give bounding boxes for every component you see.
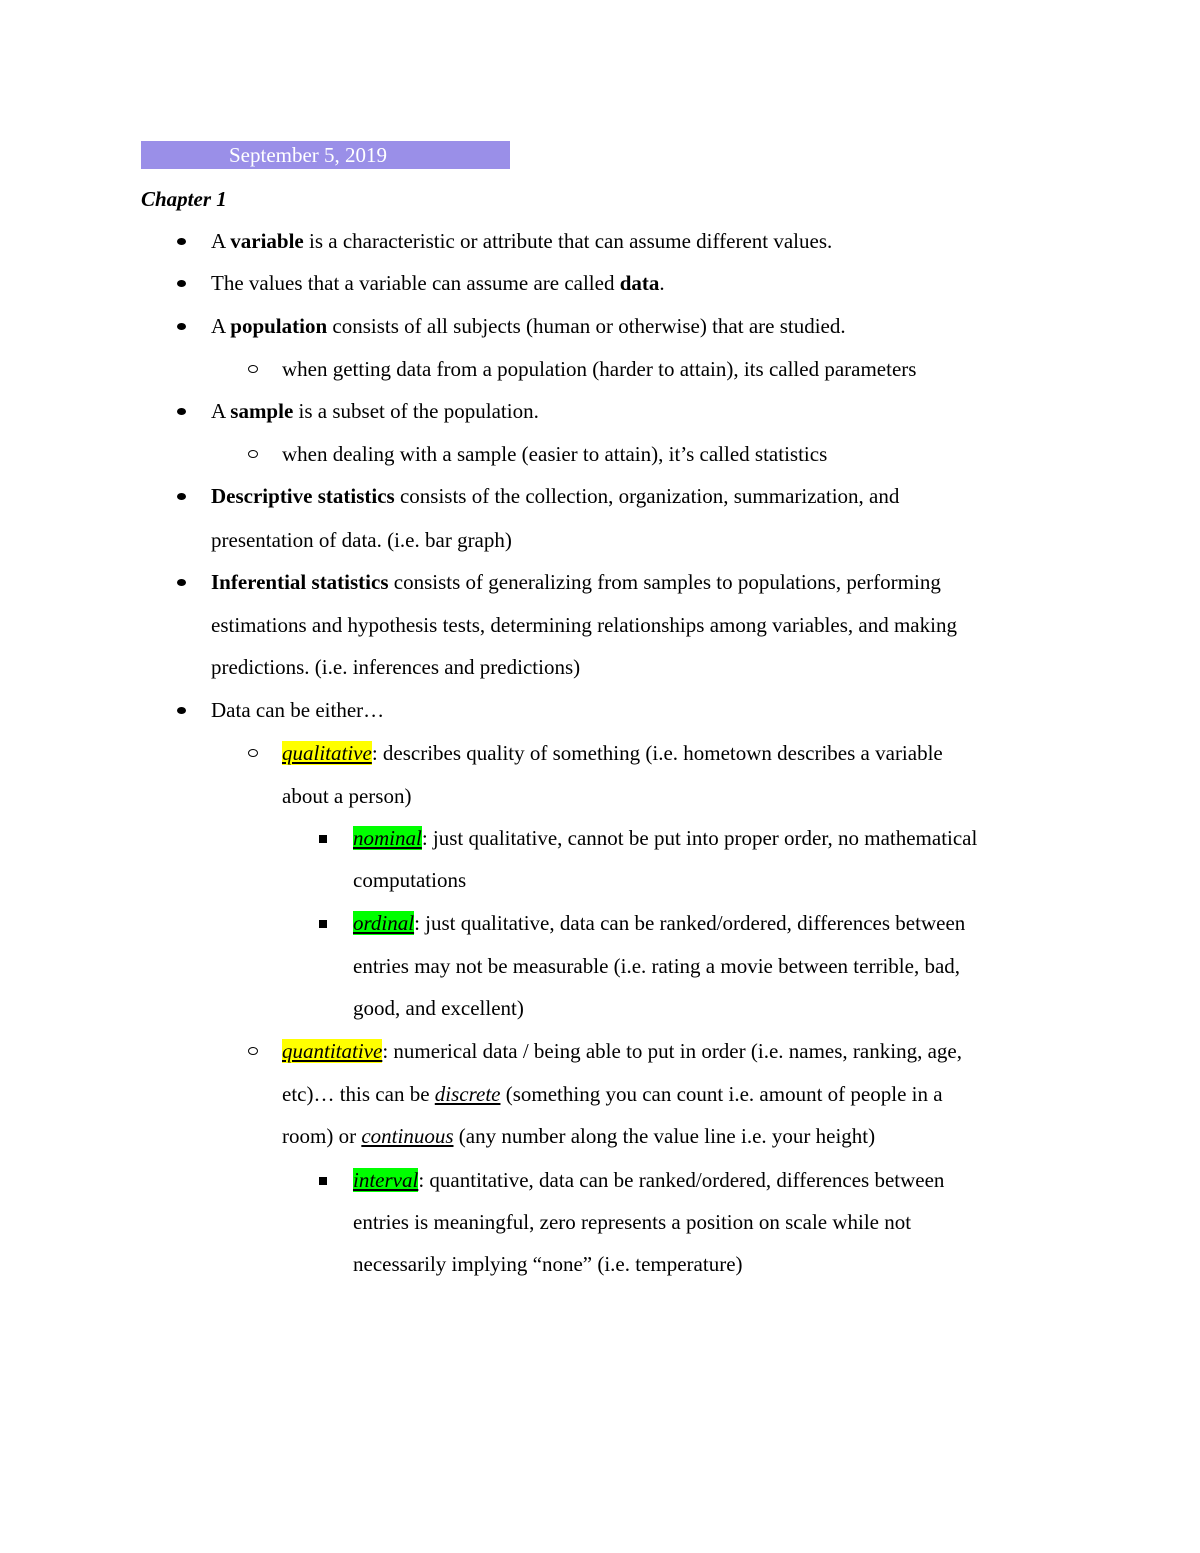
bullet-dot-icon — [177, 323, 186, 330]
list-item-ordinal-cont: entries may not be measurable (i.e. rating a movie between terrible, bad, — [353, 954, 961, 978]
list-item-nominal: nominal: just qualitative, cannot be put into proper order, no mathematical — [353, 826, 978, 850]
bullet-dot-icon — [177, 280, 186, 287]
list-item-interval: interval: quantitative, data can be ranked/ordered, differences between — [353, 1168, 945, 1192]
list-item-quantitative: quantitative: numerical data / being able to put in order (i.e. names, ranking, age, — [282, 1039, 962, 1063]
list-item-ordinal-cont: good, and excellent) — [353, 996, 524, 1020]
highlight-term: quantitative — [282, 1039, 383, 1063]
list-item-quantitative-cont: room) or continuous (any number along the value line i.e. your height) — [282, 1124, 876, 1148]
bullet-dot-icon — [177, 493, 186, 500]
bullet-circle-icon — [248, 450, 258, 458]
list-item-sample: A sample is a subset of the population. — [211, 399, 539, 423]
list-item-data: The values that a variable can assume are called data. — [211, 271, 665, 295]
bullet-dot-icon — [177, 408, 186, 415]
bullet-square-icon — [319, 835, 327, 843]
list-item-variable: A variable is a characteristic or attribute that can assume different values. — [211, 229, 833, 253]
continuous-term: continuous — [361, 1124, 454, 1148]
list-item-sample-sub: when dealing with a sample (easier to attain), it’s called statistics — [282, 442, 828, 466]
highlight-term: interval — [353, 1168, 419, 1192]
highlight-term: ordinal — [353, 911, 415, 935]
list-item-inferential-cont: estimations and hypothesis tests, determining relationships among variables, and making — [211, 613, 957, 637]
date-text: September 5, 2019 — [229, 143, 388, 167]
list-item-interval-cont: entries is meaningful, zero represents a position on scale while not — [353, 1210, 912, 1234]
bullet-square-icon — [319, 1177, 327, 1185]
list-item-population: A population consists of all subjects (human or otherwise) that are studied. — [211, 314, 846, 338]
bullet-dot-icon — [177, 707, 186, 714]
list-item-ordinal: ordinal: just qualitative, data can be ranked/ordered, differences between — [353, 911, 966, 935]
highlight-term: qualitative — [282, 741, 372, 765]
chapter-heading: Chapter 1 — [141, 187, 227, 211]
list-item-population-sub: when getting data from a population (harder to attain), its called parameters — [282, 357, 917, 381]
bullet-circle-icon — [248, 365, 258, 373]
bullet-dot-icon — [177, 238, 186, 245]
list-item-descriptive-cont: presentation of data. (i.e. bar graph) — [211, 528, 512, 552]
list-item-data-types: Data can be either… — [211, 698, 385, 722]
list-item-qualitative: qualitative: describes quality of something (i.e. hometown describes a variable — [282, 741, 943, 765]
bullet-circle-icon — [248, 749, 258, 757]
date-header — [141, 141, 510, 169]
list-item-inferential-cont: predictions. (i.e. inferences and predictions) — [211, 655, 581, 679]
discrete-term: discrete — [434, 1082, 501, 1106]
list-item-quantitative-cont: etc)… this can be discrete (something you can count i.e. amount of people in a — [282, 1082, 943, 1106]
bullet-dot-icon — [177, 579, 186, 586]
list-item-qualitative-cont: about a person) — [282, 784, 412, 808]
list-item-descriptive: Descriptive statistics consists of the collection, organization, summarization, and — [211, 484, 900, 508]
bullet-square-icon — [319, 920, 327, 928]
highlight-term: nominal — [353, 826, 422, 850]
list-item-nominal-cont: computations — [353, 868, 467, 892]
list-item-inferential: Inferential statistics consists of generalizing from samples to populations, performing — [211, 570, 941, 594]
list-item-interval-cont: necessarily implying “none” (i.e. temperature) — [353, 1252, 743, 1276]
bullet-circle-icon — [248, 1047, 258, 1055]
